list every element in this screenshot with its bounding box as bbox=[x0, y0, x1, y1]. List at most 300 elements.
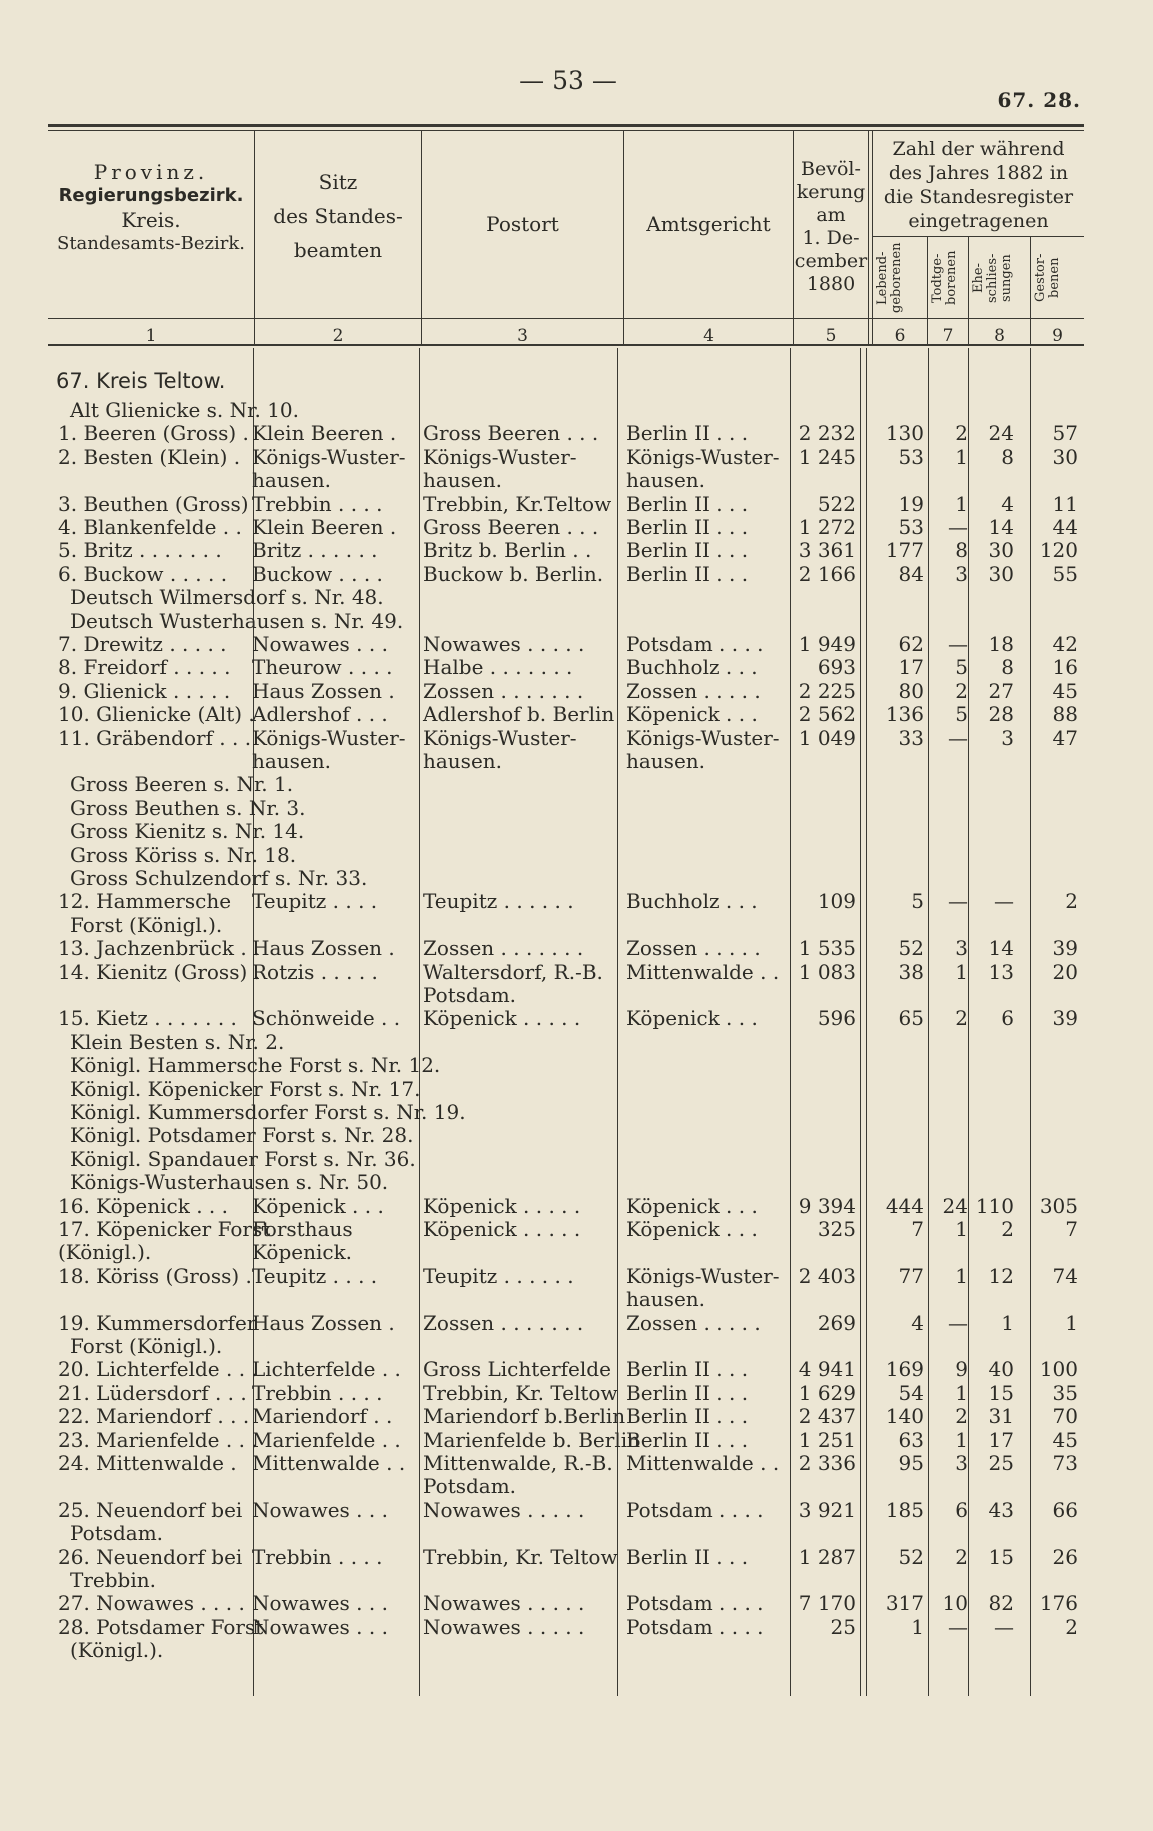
cell-amt: Potsdam . . . . bbox=[626, 632, 764, 656]
cell-n9: 305 bbox=[1039, 1193, 1078, 1218]
cell-n7: 8 bbox=[955, 538, 968, 563]
cell-n7: — bbox=[948, 1614, 968, 1639]
cell-n6: 33 bbox=[898, 725, 924, 750]
cell-name: 12. Hammersche bbox=[58, 889, 232, 914]
table-row bbox=[0, 936, 1153, 960]
cell-sitz: Königs-Wuster- bbox=[252, 725, 406, 750]
cell-post: Zossen . . . . . . . bbox=[423, 936, 584, 961]
cell-n9: 74 bbox=[1052, 1263, 1078, 1288]
table-row bbox=[0, 585, 1153, 609]
hdr-sep-5 bbox=[868, 131, 869, 344]
colnum-1: 1 bbox=[145, 326, 157, 346]
cell-amt: Berlin II . . . bbox=[626, 561, 749, 586]
group-rule bbox=[872, 236, 1084, 237]
cell-post: Köpenick . . . . . bbox=[423, 1217, 581, 1241]
cell-name: Deutsch Wusterhausen s. Nr. 49. bbox=[70, 608, 404, 633]
cell-post: Buckow b. Berlin. bbox=[423, 561, 604, 586]
cell-n8: 82 bbox=[988, 1591, 1014, 1616]
cell-n6: 65 bbox=[898, 1006, 924, 1031]
cell-bev: 2 336 bbox=[798, 1451, 856, 1475]
cell-sitz: hausen. bbox=[252, 468, 332, 493]
top-rule-thin bbox=[48, 130, 1084, 131]
cell-n9: 100 bbox=[1039, 1357, 1078, 1382]
cell-bev: 1 629 bbox=[798, 1380, 856, 1405]
cell-post: hausen. bbox=[423, 749, 503, 773]
cell-amt: Mittenwalde . . bbox=[626, 1451, 780, 1475]
header-col1-line2: Regierungsbezirk. bbox=[58, 185, 244, 206]
cell-amt: Potsdam . . . . bbox=[626, 1614, 764, 1639]
cell-n6: 130 bbox=[885, 421, 924, 446]
header-col5-line6: 1880 bbox=[806, 273, 856, 295]
cell-name: 16. Köpenick . . . bbox=[58, 1193, 228, 1218]
cell-n7: 2 bbox=[955, 421, 968, 446]
cell-n9: 1 bbox=[1065, 1310, 1078, 1335]
cell-name: (Königl.). bbox=[70, 1638, 164, 1663]
cell-n9: 57 bbox=[1052, 421, 1078, 446]
cell-n7: 1 bbox=[955, 491, 968, 516]
cell-bev: 693 bbox=[817, 655, 856, 680]
cell-n9: 120 bbox=[1039, 538, 1078, 563]
signature-mark: 67. 28. bbox=[997, 88, 1081, 112]
cell-post: Köpenick . . . . . bbox=[423, 1006, 581, 1031]
cell-sitz: Haus Zossen . bbox=[252, 678, 395, 703]
cell-n8: 6 bbox=[1001, 1006, 1014, 1031]
table-row bbox=[0, 1311, 1153, 1335]
cell-n6: 62 bbox=[898, 632, 924, 656]
cell-bev: 2 166 bbox=[798, 561, 856, 586]
cell-post: Nowawes . . . . . bbox=[423, 1591, 585, 1616]
table-row bbox=[0, 1357, 1153, 1381]
cell-name: 21. Lüdersdorf . . . bbox=[58, 1380, 247, 1405]
cell-post: Königs-Wuster- bbox=[423, 725, 577, 750]
table-row bbox=[0, 1194, 1153, 1218]
cell-n7: 3 bbox=[955, 1451, 968, 1475]
cell-bev: 1 287 bbox=[798, 1544, 856, 1569]
cell-bev: 2 562 bbox=[798, 702, 856, 727]
header-col5 bbox=[794, 158, 868, 296]
cell-name: 19. Kummersdorfer bbox=[58, 1310, 257, 1335]
header-group-line3: die Standesregister bbox=[883, 186, 1074, 208]
colnum-5: 5 bbox=[825, 326, 837, 346]
table-row bbox=[0, 655, 1153, 679]
cell-n8: 110 bbox=[975, 1193, 1014, 1218]
cell-bev: 3 361 bbox=[798, 538, 856, 563]
top-rule bbox=[48, 124, 1084, 127]
cell-post: Halbe . . . . . . . bbox=[423, 655, 573, 680]
cell-amt: hausen. bbox=[626, 468, 706, 493]
cell-bev: 269 bbox=[817, 1310, 856, 1335]
table-row bbox=[0, 1240, 1153, 1264]
cell-sitz: Lichterfelde . . bbox=[252, 1357, 401, 1382]
cell-name: Deutsch Wilmersdorf s. Nr. 48. bbox=[70, 585, 384, 610]
cell-post: Britz b. Berlin . . bbox=[423, 538, 592, 563]
cell-name: 15. Kietz . . . . . . . bbox=[58, 1006, 237, 1031]
cell-bev: 25 bbox=[830, 1614, 856, 1639]
cell-sitz: Marienfelde . . bbox=[252, 1427, 401, 1452]
cell-n8: 14 bbox=[988, 936, 1014, 961]
cell-amt: Berlin II . . . bbox=[626, 1427, 749, 1452]
cell-n8: 43 bbox=[988, 1497, 1014, 1522]
cell-name: 2. Besten (Klein) . bbox=[58, 444, 241, 469]
cell-sitz: Königs-Wuster- bbox=[252, 444, 406, 469]
cell-name: 20. Lichterfelde . . . bbox=[58, 1357, 258, 1382]
cell-n9: 73 bbox=[1052, 1451, 1078, 1475]
cell-name: Potsdam. bbox=[70, 1521, 164, 1546]
cell-post: Teupitz . . . . . . bbox=[423, 1263, 574, 1288]
table-row bbox=[0, 632, 1153, 656]
table-row bbox=[0, 1030, 1153, 1054]
cell-n6: 1 bbox=[911, 1614, 924, 1639]
cell-n7: 1 bbox=[955, 1263, 968, 1288]
cell-post: Königs-Wuster- bbox=[423, 444, 577, 469]
cell-bev: 522 bbox=[817, 491, 856, 516]
table-row bbox=[0, 562, 1153, 586]
cell-amt: Berlin II . . . bbox=[626, 1404, 749, 1429]
cell-n9: 44 bbox=[1052, 515, 1078, 539]
cell-amt: Zossen . . . . . bbox=[626, 1310, 761, 1335]
cell-bev: 325 bbox=[817, 1217, 856, 1241]
cell-bev: 2 232 bbox=[798, 421, 856, 446]
cell-n7: 2 bbox=[955, 1006, 968, 1031]
cell-n7: — bbox=[948, 889, 968, 914]
cell-amt: hausen. bbox=[626, 749, 706, 773]
cell-sitz: Klein Beeren . bbox=[252, 515, 397, 539]
cell-sitz: Haus Zossen . bbox=[252, 936, 395, 961]
cell-n6: 17 bbox=[898, 655, 924, 680]
cell-bev: 2 403 bbox=[798, 1263, 856, 1288]
cell-n8: 15 bbox=[988, 1544, 1014, 1569]
table-row bbox=[0, 796, 1153, 820]
cell-name: Königl. Spandauer Forst s. Nr. 36. bbox=[70, 1146, 416, 1171]
cell-amt: Königs-Wuster- bbox=[626, 1263, 780, 1288]
cell-amt: Berlin II . . . bbox=[626, 421, 749, 446]
table-row bbox=[0, 1451, 1153, 1475]
cell-n8: 8 bbox=[1001, 444, 1014, 469]
section-title: 67. Kreis Teltow. bbox=[56, 369, 226, 393]
cell-n9: 66 bbox=[1052, 1497, 1078, 1522]
header-col5-line5: cember bbox=[794, 250, 868, 272]
table-row bbox=[0, 1006, 1153, 1030]
cell-sitz: Rotzis . . . . . bbox=[252, 959, 378, 984]
table-row bbox=[0, 1591, 1153, 1615]
cell-name: 1. Beeren (Gross) . bbox=[58, 421, 249, 446]
cell-n9: 88 bbox=[1052, 702, 1078, 727]
cell-n8: 17 bbox=[988, 1427, 1014, 1452]
colnum-4: 4 bbox=[703, 326, 714, 346]
cell-n9: 176 bbox=[1039, 1591, 1078, 1616]
table-row bbox=[0, 1123, 1153, 1147]
cell-n7: 3 bbox=[955, 936, 968, 961]
cell-n8: 3 bbox=[1001, 725, 1014, 750]
table-row bbox=[0, 1521, 1153, 1545]
cell-sitz: Trebbin . . . . bbox=[252, 1544, 383, 1569]
cell-name: 5. Britz . . . . . . . bbox=[58, 538, 222, 563]
cell-n6: 38 bbox=[898, 959, 924, 984]
cell-n9: 45 bbox=[1052, 678, 1078, 703]
cell-amt: Zossen . . . . . bbox=[626, 678, 761, 703]
table-row bbox=[0, 1474, 1153, 1498]
header-col5-line3: am bbox=[816, 204, 846, 226]
cell-n7: 2 bbox=[955, 678, 968, 703]
cell-amt: Königs-Wuster- bbox=[626, 725, 780, 750]
header-col1-line1: Provinz. bbox=[93, 160, 209, 184]
cell-amt: Königs-Wuster- bbox=[626, 444, 780, 469]
cell-name: Königs-Wusterhausen s. Nr. 50. bbox=[70, 1170, 389, 1195]
table-row bbox=[0, 1498, 1153, 1522]
table-row bbox=[0, 679, 1153, 703]
cell-n8: 40 bbox=[988, 1357, 1014, 1382]
cell-n9: 35 bbox=[1052, 1380, 1078, 1405]
cell-sitz: Teupitz . . . . bbox=[252, 1263, 378, 1288]
cell-post: Zossen . . . . . . . bbox=[423, 678, 584, 703]
table-row bbox=[0, 819, 1153, 843]
cell-n6: 7 bbox=[911, 1217, 924, 1241]
cell-sitz: Mittenwalde . . bbox=[252, 1451, 406, 1475]
cell-n7: 2 bbox=[955, 1404, 968, 1429]
table-row bbox=[0, 468, 1153, 492]
cell-name: 10. Glienicke (Alt) . bbox=[58, 702, 255, 727]
page-number: — 53 — bbox=[519, 66, 617, 95]
cell-n8: 12 bbox=[988, 1263, 1014, 1288]
cell-name: Königl. Köpenicker Forst s. Nr. 17. bbox=[70, 1076, 421, 1101]
cell-name: (Königl.). bbox=[58, 1240, 152, 1265]
cell-n6: 5 bbox=[911, 889, 924, 914]
table-row bbox=[0, 538, 1153, 562]
table-row bbox=[0, 1264, 1153, 1288]
cell-n9: 45 bbox=[1052, 1427, 1078, 1452]
cell-bev: 1 245 bbox=[798, 444, 856, 469]
cell-name: Forst (Königl.). bbox=[70, 1334, 223, 1358]
cell-bev: 596 bbox=[817, 1006, 856, 1031]
table-row bbox=[0, 515, 1153, 539]
cell-n7: 1 bbox=[955, 444, 968, 469]
cell-n6: 53 bbox=[898, 444, 924, 469]
cell-sitz: Köpenick . . . bbox=[252, 1193, 384, 1218]
cell-n8: 1 bbox=[1001, 1310, 1014, 1335]
header-bottom-rule bbox=[48, 318, 1084, 319]
header-col5-line2: kerung bbox=[796, 181, 866, 203]
header-col5-line1: Bevöl- bbox=[801, 158, 861, 180]
cell-amt: Berlin II . . . bbox=[626, 538, 749, 563]
cell-bev: 9 394 bbox=[798, 1193, 856, 1218]
cell-n7: 5 bbox=[955, 655, 968, 680]
cell-n9: 2 bbox=[1065, 889, 1078, 914]
cell-bev: 7 170 bbox=[798, 1591, 856, 1616]
cell-n7: — bbox=[948, 515, 968, 539]
cell-name: 26. Neuendorf bei bbox=[58, 1544, 243, 1569]
cell-amt: Berlin II . . . bbox=[626, 1544, 749, 1569]
header-col1-line3: Kreis. bbox=[121, 208, 181, 232]
cell-n9: 39 bbox=[1052, 1006, 1078, 1031]
cell-n9: 11 bbox=[1052, 491, 1078, 516]
cell-name: 23. Marienfelde . . . bbox=[58, 1427, 258, 1452]
cell-name: Königl. Hammersche Forst s. Nr. 12. bbox=[70, 1053, 441, 1078]
cell-n9: 2 bbox=[1065, 1614, 1078, 1639]
cell-post: Trebbin, Kr. Teltow bbox=[423, 1380, 618, 1405]
cell-n6: 80 bbox=[898, 678, 924, 703]
cell-n6: 444 bbox=[885, 1193, 924, 1218]
cell-post: Nowawes . . . . . bbox=[423, 632, 585, 656]
cell-post: Gross Beeren . . . bbox=[423, 421, 599, 446]
cell-name: 6. Buckow . . . . . bbox=[58, 561, 228, 586]
cell-n8: 28 bbox=[988, 702, 1014, 727]
cell-amt: Buchholz . . . bbox=[626, 655, 758, 680]
cell-name: Königl. Potsdamer Forst s. Nr. 28. bbox=[70, 1123, 414, 1148]
cell-sitz: Buckow . . . . bbox=[252, 561, 383, 586]
header-group-line4: eingetragenen bbox=[908, 210, 1049, 232]
cell-n6: 169 bbox=[885, 1357, 924, 1382]
header-group-line1: Zahl der während bbox=[892, 138, 1065, 160]
cell-post: Marienfelde b. Berlin bbox=[423, 1427, 640, 1452]
cell-n6: 177 bbox=[885, 538, 924, 563]
cell-n7: — bbox=[948, 632, 968, 656]
header-col5-line4: 1. De- bbox=[802, 227, 860, 249]
header-col8: Ehe-schlies-sungen bbox=[971, 253, 1014, 303]
cell-name: 8. Freidorf . . . . . bbox=[58, 655, 231, 680]
header-group bbox=[873, 137, 1084, 233]
table-row bbox=[0, 983, 1153, 1007]
cell-post: Gross Beeren . . . bbox=[423, 515, 599, 539]
cell-n9: 55 bbox=[1052, 561, 1078, 586]
table-row bbox=[0, 726, 1153, 750]
cell-n8: — bbox=[994, 889, 1014, 914]
cell-bev: 2 437 bbox=[798, 1404, 856, 1429]
cell-name: Gross Schulzendorf s. Nr. 33. bbox=[70, 866, 368, 890]
table-row bbox=[0, 772, 1153, 796]
cell-amt: Köpenick . . . bbox=[626, 1217, 758, 1241]
cell-amt: Köpenick . . . bbox=[626, 1193, 758, 1218]
cell-amt: Buchholz . . . bbox=[626, 889, 758, 914]
cell-amt: Berlin II . . . bbox=[626, 1380, 749, 1405]
cell-bev: 1 272 bbox=[798, 515, 856, 539]
cell-name: 22. Mariendorf . . . bbox=[58, 1404, 250, 1429]
cell-name: 14. Kienitz (Gross) . bbox=[58, 959, 260, 984]
cell-n6: 52 bbox=[898, 936, 924, 961]
cell-name: Königl. Kummersdorfer Forst s. Nr. 19. bbox=[70, 1100, 466, 1124]
cell-n9: 39 bbox=[1052, 936, 1078, 961]
table-row bbox=[0, 421, 1153, 445]
cell-name: Klein Besten s. Nr. 2. bbox=[70, 1029, 285, 1054]
cell-sitz: Nowawes . . . bbox=[252, 1497, 388, 1522]
cell-n9: 7 bbox=[1065, 1217, 1078, 1241]
cell-n6: 185 bbox=[885, 1497, 924, 1522]
cell-n6: 19 bbox=[898, 491, 924, 516]
cell-n7: 1 bbox=[955, 1427, 968, 1452]
cell-name: 7. Drewitz . . . . . bbox=[58, 632, 227, 656]
cell-name: 24. Mittenwalde . bbox=[58, 1451, 237, 1475]
cell-n8: 25 bbox=[988, 1451, 1014, 1475]
cell-name: 11. Gräbendorf . . . bbox=[58, 725, 252, 750]
cell-name: 28. Potsdamer Forst bbox=[58, 1614, 264, 1639]
header-col7: Todtge-borenen bbox=[930, 250, 959, 306]
table-row bbox=[0, 889, 1153, 913]
cell-sitz: Klein Beeren . bbox=[252, 421, 397, 446]
cell-name: 18. Köriss (Gross) . bbox=[58, 1263, 252, 1288]
cell-n8: 30 bbox=[988, 561, 1014, 586]
cell-name: Trebbin. bbox=[70, 1568, 156, 1592]
cell-bev: 1 949 bbox=[798, 632, 856, 656]
table-row bbox=[0, 1053, 1153, 1077]
cell-n6: 140 bbox=[885, 1404, 924, 1429]
cell-post: Mittenwalde, R.-B. bbox=[423, 1451, 613, 1475]
cell-name: 9. Glienick . . . . . bbox=[58, 678, 231, 703]
cell-n9: 30 bbox=[1052, 444, 1078, 469]
cell-sitz: Teupitz . . . . bbox=[252, 889, 378, 914]
colnum-3: 3 bbox=[517, 326, 528, 346]
table-row bbox=[0, 1217, 1153, 1241]
colnum-2: 2 bbox=[332, 326, 344, 346]
cell-bev: 1 251 bbox=[798, 1427, 856, 1452]
cell-post: Mariendorf b.Berlin bbox=[423, 1404, 626, 1429]
cell-bev: 1 049 bbox=[798, 725, 856, 750]
cell-n9: 16 bbox=[1052, 655, 1078, 680]
cell-post: Köpenick . . . . . bbox=[423, 1193, 581, 1218]
header-col4: Amtsgericht bbox=[646, 212, 771, 236]
cell-amt: Potsdam . . . . bbox=[626, 1497, 764, 1522]
cell-name: 27. Nowawes . . . . bbox=[58, 1591, 245, 1616]
header-col2-line2: des Standes- bbox=[273, 204, 403, 228]
cell-post: Adlershof b. Berlin bbox=[423, 702, 615, 727]
header-col3: Postort bbox=[486, 212, 559, 236]
table-row bbox=[0, 866, 1153, 890]
cell-sitz: Köpenick. bbox=[252, 1240, 353, 1265]
cell-n7: 2 bbox=[955, 1544, 968, 1569]
cell-n8: 8 bbox=[1001, 655, 1014, 680]
cell-amt: Zossen . . . . . bbox=[626, 936, 761, 961]
cell-n7: 1 bbox=[955, 959, 968, 984]
table-row bbox=[0, 445, 1153, 469]
cell-n6: 52 bbox=[898, 1544, 924, 1569]
cell-n6: 317 bbox=[885, 1591, 924, 1616]
table-row bbox=[0, 1170, 1153, 1194]
cell-post: hausen. bbox=[423, 468, 503, 493]
header-col9: Gestor-benen bbox=[1033, 253, 1062, 303]
cell-name: 25. Neuendorf bei bbox=[58, 1497, 243, 1522]
cell-n9: 70 bbox=[1052, 1404, 1078, 1429]
hdr-sep-2 bbox=[421, 131, 422, 344]
cell-post: Gross Lichterfelde bbox=[423, 1357, 611, 1382]
cell-amt: Mittenwalde . . bbox=[626, 959, 780, 984]
cell-post: Potsdam. bbox=[423, 1474, 517, 1499]
table-row bbox=[0, 960, 1153, 984]
cell-n9: 47 bbox=[1052, 725, 1078, 750]
table-row bbox=[0, 1287, 1153, 1311]
cell-n8: — bbox=[994, 1614, 1014, 1639]
cell-sitz: hausen. bbox=[252, 749, 332, 773]
table-row bbox=[0, 1404, 1153, 1428]
cell-sitz: Nowawes . . . bbox=[252, 632, 388, 656]
cell-name: Gross Kienitz s. Nr. 14. bbox=[70, 819, 305, 844]
cell-sitz: Britz . . . . . . bbox=[252, 538, 378, 563]
cell-n8: 31 bbox=[988, 1404, 1014, 1429]
cell-sitz: Nowawes . . . bbox=[252, 1591, 388, 1616]
cell-n6: 84 bbox=[898, 561, 924, 586]
colnum-7: 7 bbox=[942, 326, 954, 346]
cell-bev: 1 535 bbox=[798, 936, 856, 961]
cell-name: Forst (Königl.). bbox=[70, 912, 223, 937]
header-col2-line3: beamten bbox=[293, 238, 383, 262]
cell-n7: 6 bbox=[955, 1497, 968, 1522]
cell-n6: 4 bbox=[911, 1310, 924, 1335]
table-row bbox=[0, 913, 1153, 937]
cell-post: Potsdam. bbox=[423, 983, 517, 1007]
table-row bbox=[0, 1147, 1153, 1171]
colnum-6: 6 bbox=[894, 326, 906, 346]
cell-n7: — bbox=[948, 1310, 968, 1335]
cell-n8: 4 bbox=[1001, 491, 1014, 516]
cell-n8: 27 bbox=[988, 678, 1014, 703]
cell-amt: Köpenick . . . bbox=[626, 1006, 758, 1031]
